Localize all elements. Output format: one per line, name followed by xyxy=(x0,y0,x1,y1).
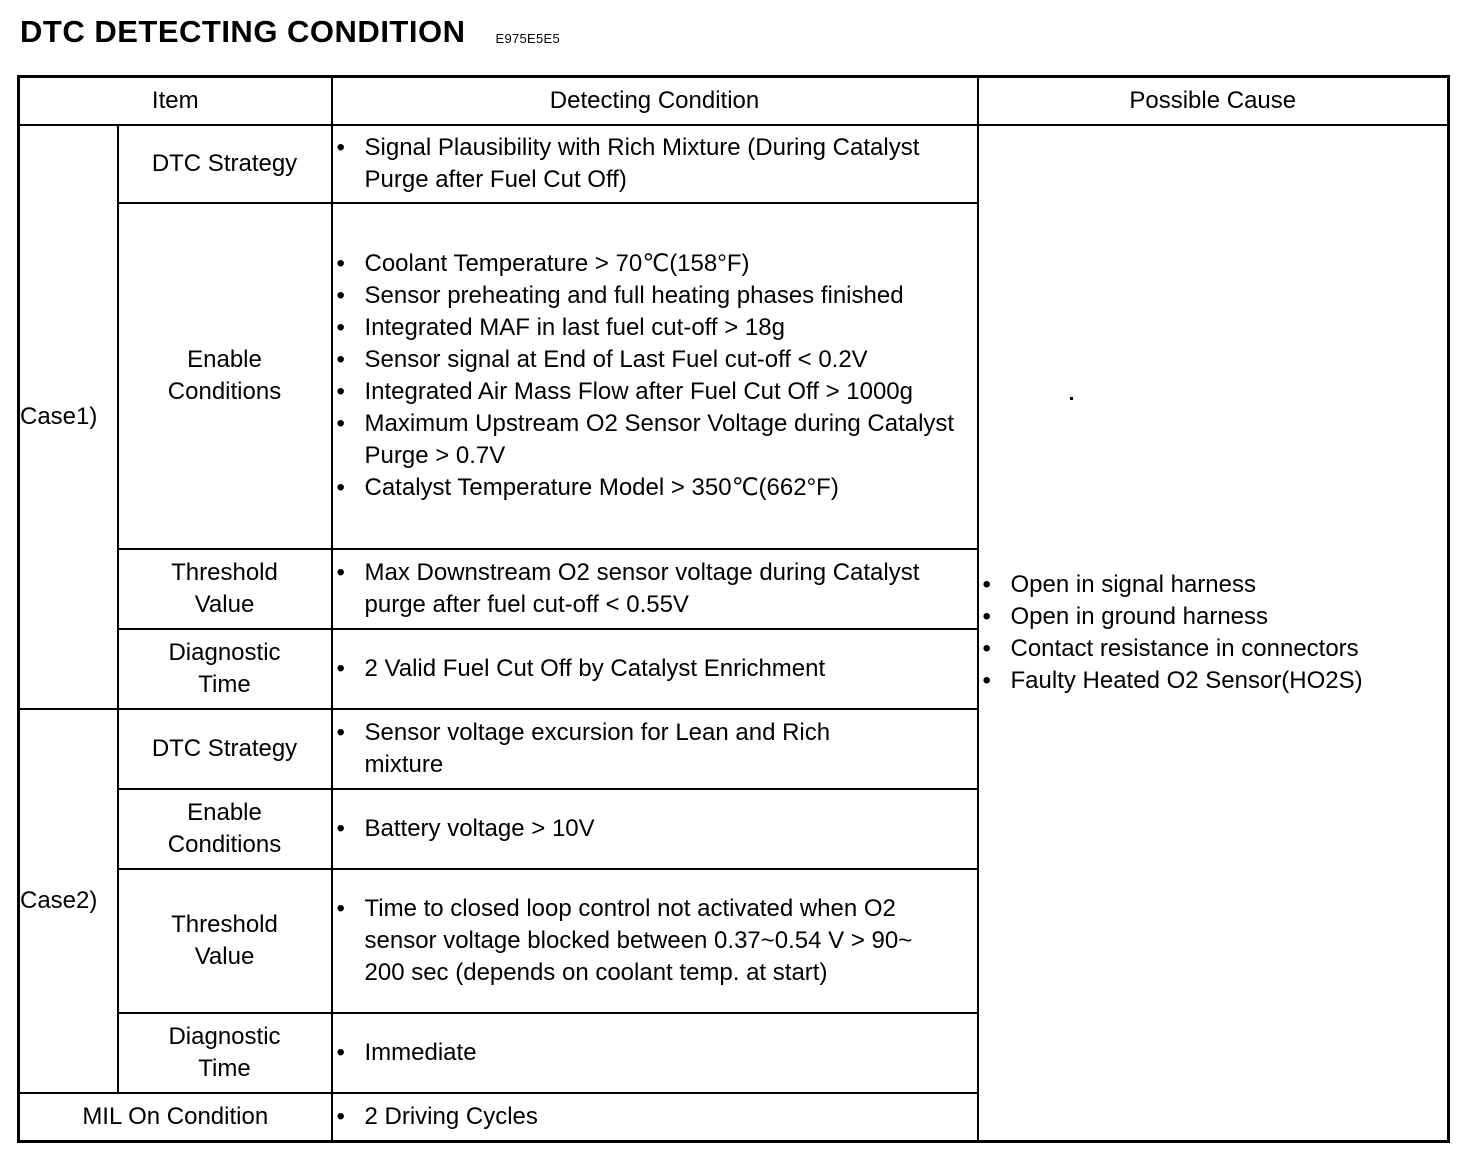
column-header-detecting-condition: Detecting Condition xyxy=(332,77,978,126)
column-header-possible-cause: Possible Cause xyxy=(978,77,1449,126)
mil-on-condition-condition xyxy=(332,1093,978,1141)
case1-diagnostic-time-condition xyxy=(332,629,978,709)
list-item: • Integrated Air Mass Flow after Fuel Cut Off > 1000g xyxy=(333,376,977,408)
table-row xyxy=(19,125,1449,203)
title-row xyxy=(20,8,560,52)
list-item: • 2 Valid Fuel Cut Off by Catalyst Enrichment xyxy=(333,653,977,685)
case1-dtc-strategy-condition xyxy=(332,125,978,203)
list-item: • Maximum Upstream O2 Sensor Voltage during Catalyst Purge > 0.7V xyxy=(333,408,977,472)
dtc-table xyxy=(17,75,1450,1143)
list-item: • Catalyst Temperature Model > 350℃(662°F) xyxy=(333,472,977,504)
list-item: • Time to closed loop control not activated when O2 sensor voltage blocked between 0.37~0.54 V > 90~ 200 sec (depends on coolant temp. at start) xyxy=(333,893,977,989)
list-item: • Coolant Temperature > 70℃(158°F) xyxy=(333,248,977,280)
case2-threshold-value-condition xyxy=(332,869,978,1013)
case2-enable-conditions-label: Enable Conditions xyxy=(118,789,332,869)
list-item: • Sensor signal at End of Last Fuel cut-off < 0.2V xyxy=(333,344,977,376)
list-item: • Signal Plausibility with Rich Mixture (During Catalyst Purge after Fuel Cut Off) xyxy=(333,132,977,196)
list-item: • Integrated MAF in last fuel cut-off > 18g xyxy=(333,312,977,344)
document-code: E975E5E5 xyxy=(495,31,561,46)
case2-threshold-value-label: Threshold Value xyxy=(118,869,332,1013)
case1-enable-conditions-label: Enable Conditions xyxy=(118,203,332,549)
case2-label: Case2) xyxy=(19,709,118,1093)
case1-dtc-strategy-label: DTC Strategy xyxy=(118,125,332,203)
list-item: • Sensor preheating and full heating phases finished xyxy=(333,280,977,312)
list-item: • Battery voltage > 10V xyxy=(333,813,977,845)
case1-threshold-value-condition xyxy=(332,549,978,629)
case2-dtc-strategy-label: DTC Strategy xyxy=(118,709,332,789)
case1-enable-conditions-condition xyxy=(332,203,978,549)
scan-speck xyxy=(1070,397,1073,400)
mil-on-condition-label: MIL On Condition xyxy=(19,1093,332,1141)
case1-threshold-value-label: Threshold Value xyxy=(118,549,332,629)
list-item: • Open in ground harness xyxy=(979,601,1448,633)
list-item: • Sensor voltage excursion for Lean and Rich mixture xyxy=(333,717,977,781)
list-item: • Max Downstream O2 sensor voltage during Catalyst purge after fuel cut-off < 0.55V xyxy=(333,557,977,621)
case1-label: Case1) xyxy=(19,125,118,709)
case2-dtc-strategy-condition xyxy=(332,709,978,789)
list-item: • 2 Driving Cycles xyxy=(333,1101,977,1133)
list-item: • Faulty Heated O2 Sensor(HO2S) xyxy=(979,665,1448,697)
case2-diagnostic-time-label: Diagnostic Time xyxy=(118,1013,332,1093)
case2-diagnostic-time-condition xyxy=(332,1013,978,1093)
possible-cause-cell xyxy=(978,125,1449,1141)
case2-enable-conditions-condition xyxy=(332,789,978,869)
case1-diagnostic-time-label: Diagnostic Time xyxy=(118,629,332,709)
page-title: DTC DETECTING CONDITION xyxy=(20,14,466,49)
list-item: • Contact resistance in connectors xyxy=(979,633,1448,665)
list-item: • Immediate xyxy=(333,1037,977,1069)
list-item: • Open in signal harness xyxy=(979,569,1448,601)
column-header-item: Item xyxy=(19,77,332,126)
header-row xyxy=(19,77,1449,126)
